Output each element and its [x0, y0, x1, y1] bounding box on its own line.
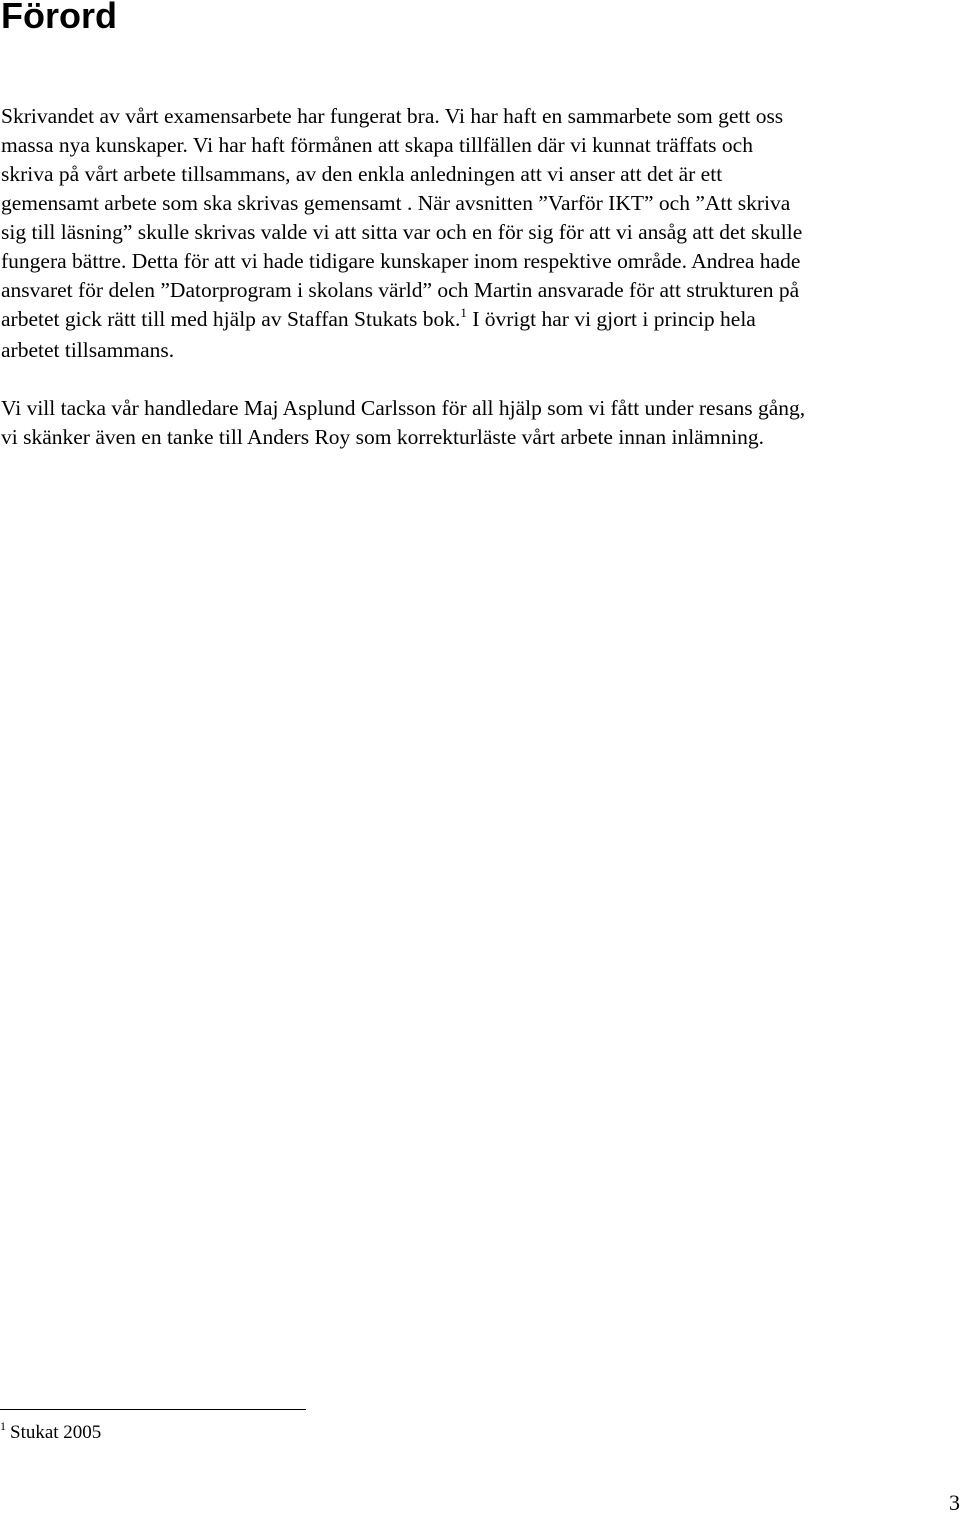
paragraph1-line-8-text: arbetet gick rätt till med hjälp av Staffan Stukats bok.: [1, 307, 461, 331]
paragraph2-line-2: vi skänker även en tanke till Anders Roy som korrekturläste vårt arbete innan inlämning.: [1, 425, 765, 449]
paragraph1-line-1: Skrivandet av vårt examensarbete har fungerat bra. Vi har haft en sammarbete som gett oss: [1, 104, 784, 128]
page-number: 3: [949, 1490, 960, 1515]
footnote-divider: [0, 1409, 306, 1410]
paragraph1-line-3: skriva på vårt arbete tillsammans, av den enkla anledningen att vi anser att det är ett: [1, 162, 723, 186]
page-title: Förord: [1, 0, 117, 36]
paragraph1-line-9: arbetet tillsammans.: [1, 338, 175, 362]
paragraph-gap: [1, 365, 959, 394]
paragraph1-line-5: sig till läsning” skulle skrivas valde vi att sitta var och en för sig för att vi ansåg att det skulle: [1, 220, 803, 244]
paragraph1-line-6: fungera bättre. Detta för att vi hade tidigare kunskaper inom respektive område. Andrea hade: [1, 249, 801, 273]
paragraph1-line-7: ansvaret för delen ”Datorprogram i skolans värld” och Martin ansvarade för att strukturen på: [1, 278, 800, 302]
paragraph1-line-8-rest: I övrigt har vi gjort i princip hela: [466, 307, 756, 331]
paragraph1-line-2: massa nya kunskaper. Vi har haft förmånen att skapa tillfällen där vi kunnat träffats och: [1, 133, 753, 157]
paragraph1-line-4: gemensamt arbete som ska skrivas gemensamt . När avsnitten ”Varför IKT” och ”Att skriva: [1, 191, 791, 215]
paragraph2-line-1: Vi vill tacka vår handledare Maj Asplund Carlsson för all hjälp som vi fått under resans gång,: [1, 396, 806, 420]
footnote-reference[interactable]: 1: [460, 305, 467, 320]
footnote-mark: 1: [0, 1419, 6, 1433]
paragraph1-line-8: [1, 305, 959, 336]
body-text: [1, 102, 959, 452]
footnote-text: Stukat 2005: [10, 1422, 102, 1443]
footnote: [0, 1421, 101, 1446]
